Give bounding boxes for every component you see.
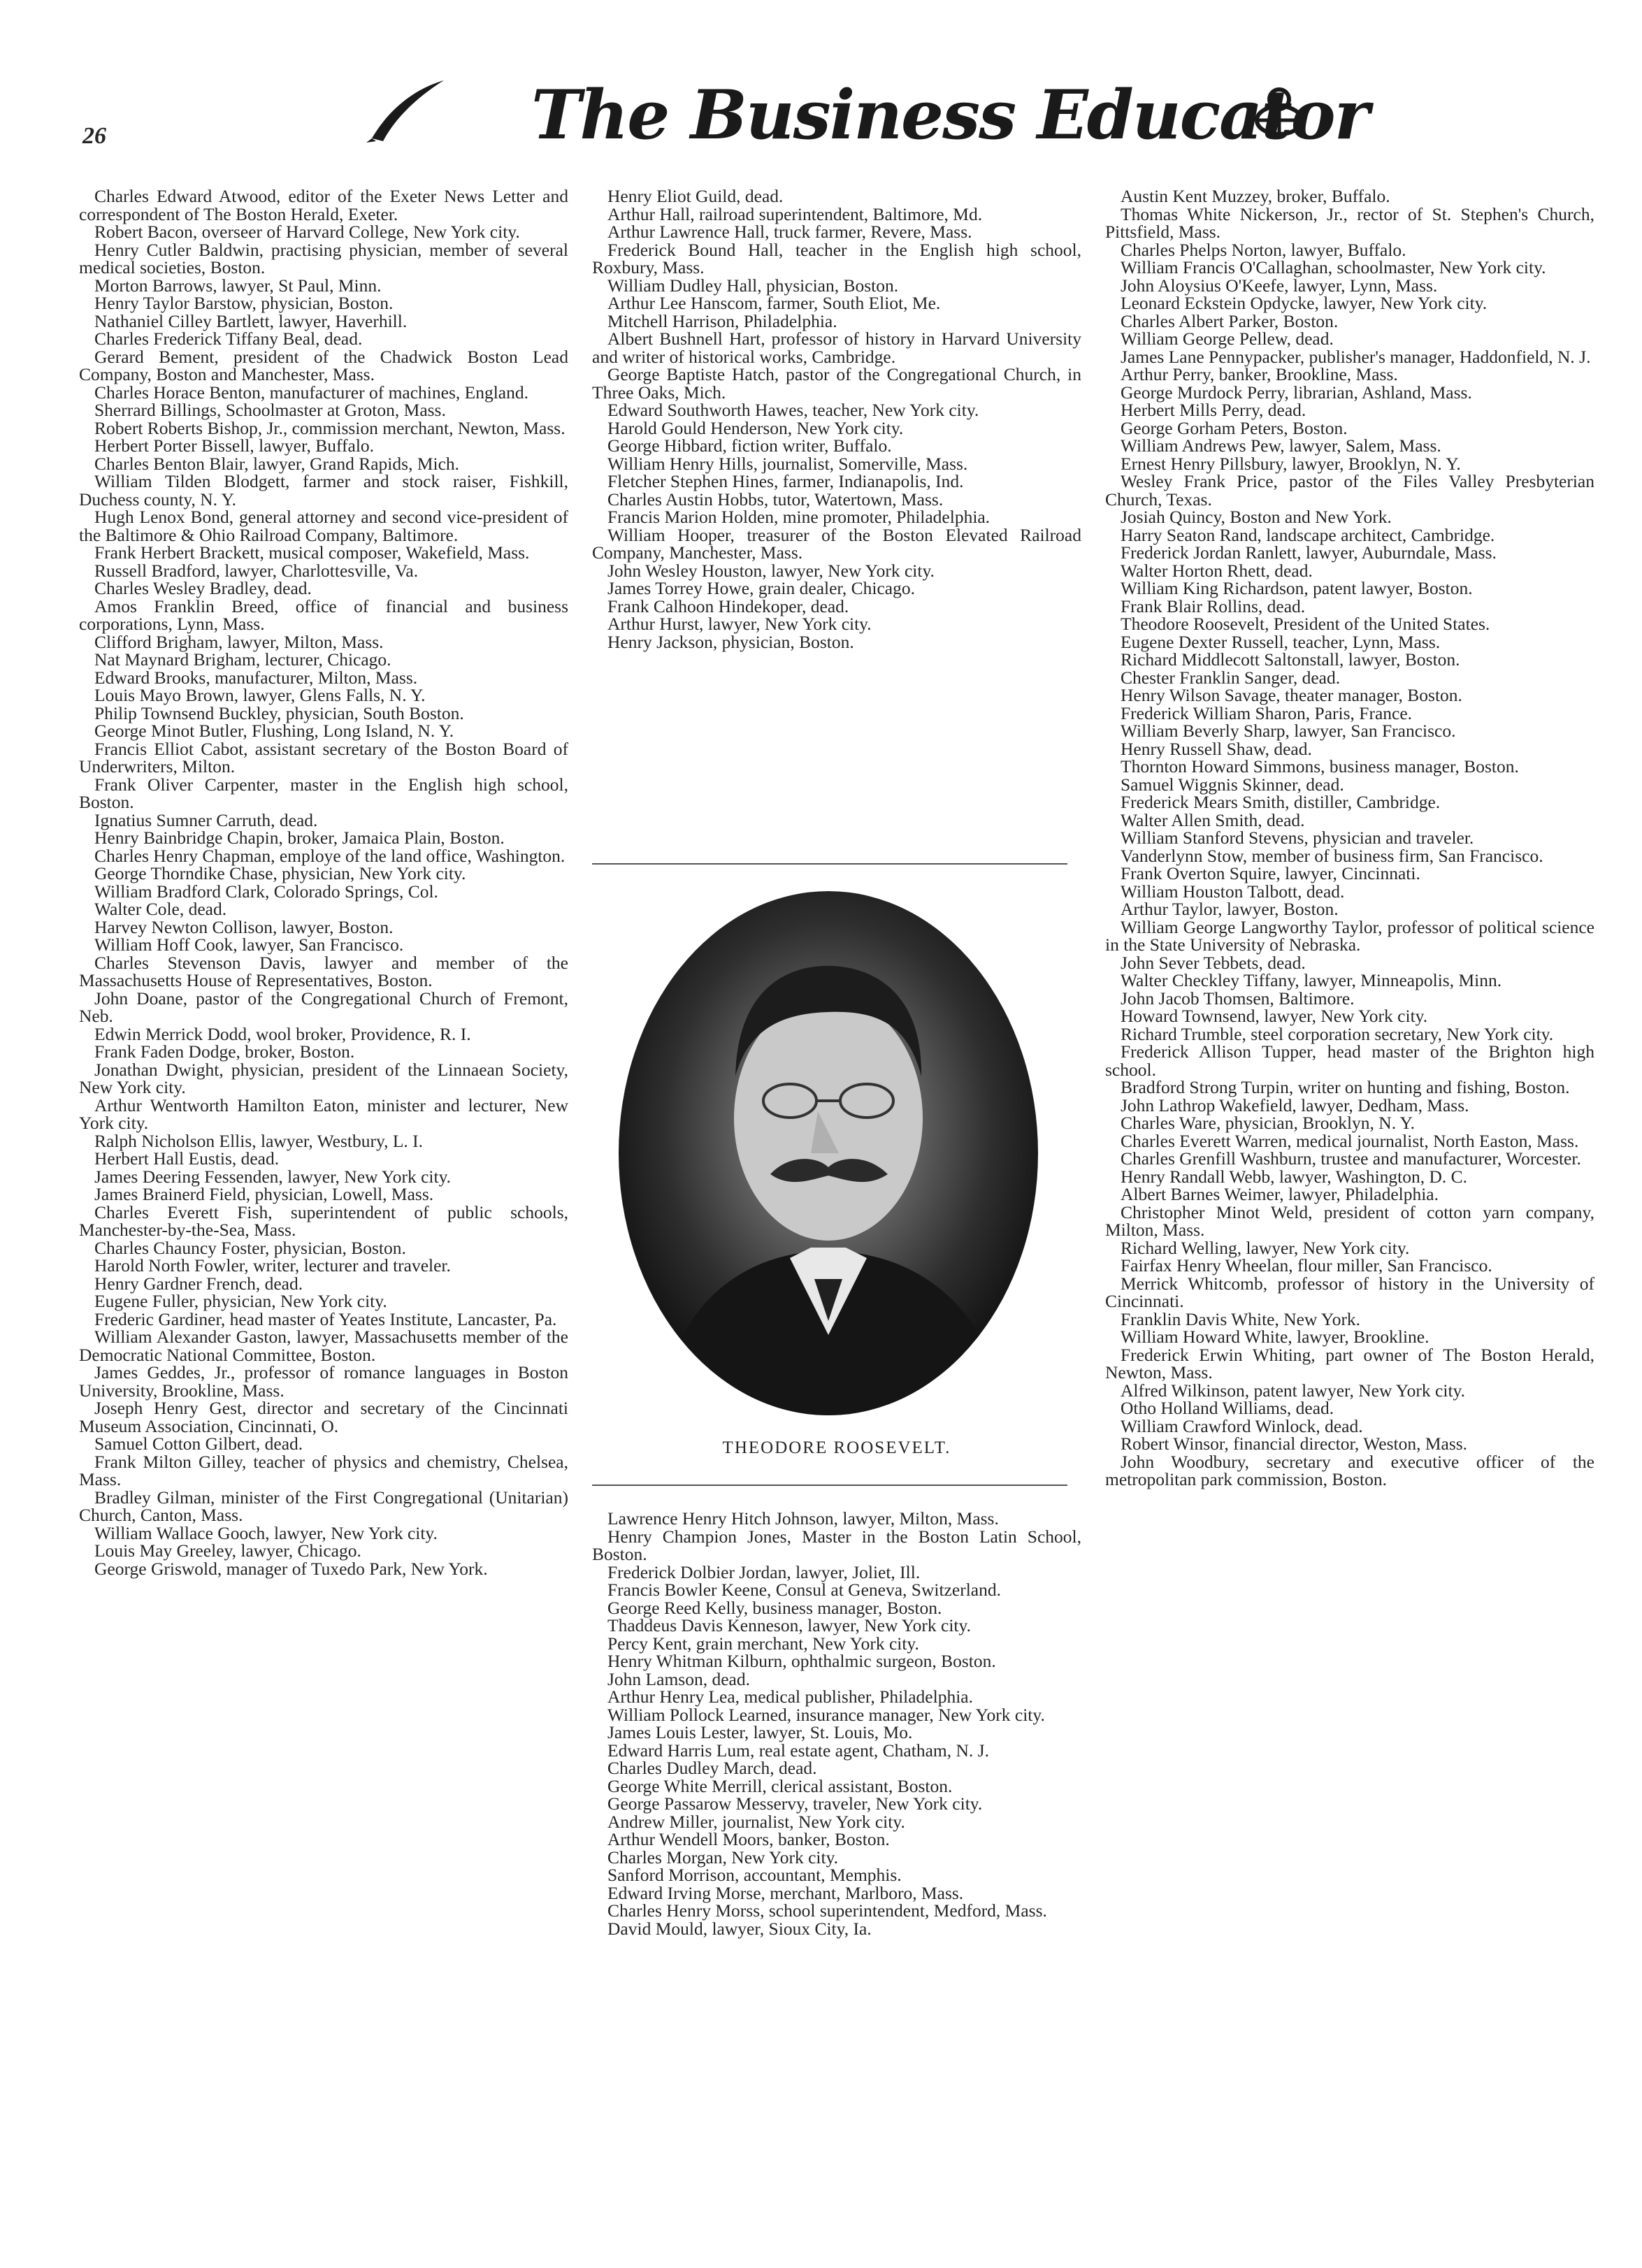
divider-rule [592, 1485, 1067, 1486]
photo-caption: THEODORE ROOSEVELT. [722, 1438, 951, 1457]
name-entry: John Aloysius O'Keefe, lawyer, Lynn, Mass. [1121, 275, 1438, 296]
masthead-title: The Business Educator [531, 75, 1369, 154]
name-entry: Chester Franklin Sanger, dead. [1121, 667, 1341, 688]
name-entry: George Hibbard, fiction writer, Buffalo. [607, 435, 892, 456]
name-entry: Louis May Greeley, lawyer, Chicago. [94, 1540, 361, 1561]
name-entry: Christopher Minot Weld, president of cotton yarn company, Milton, Mass. [1105, 1201, 1594, 1240]
name-entry: Gerard Bement, president of the Chadwick Boston Lead Company, Boston and Manchester, Mass. [79, 346, 568, 384]
name-entry: Samuel Wiggnis Skinner, dead. [1121, 774, 1344, 795]
name-entry: Robert Winsor, financial director, Weston, Mass. [1121, 1433, 1468, 1454]
name-entry: Fletcher Stephen Hines, farmer, Indianapolis, Ind. [607, 471, 964, 491]
name-entry: Albert Bushnell Hart, professor of history in Harvard University and writer of historical works, Cambridge. [592, 328, 1081, 367]
name-entry: Harvey Newton Collison, lawyer, Boston. [94, 916, 394, 937]
name-entry: Richard Welling, lawyer, New York city. [1121, 1237, 1410, 1258]
name-entry: William Dudley Hall, physician, Boston. [607, 275, 899, 296]
name-entry: Ralph Nicholson Ellis, lawyer, Westbury, L. I. [94, 1130, 424, 1151]
name-entry: George Griswold, manager of Tuxedo Park, New York. [94, 1558, 488, 1579]
name-entry: Harry Seaton Rand, landscape architect, Cambridge. [1121, 524, 1495, 545]
name-entry: Theodore Roosevelt, President of the United States. [1121, 614, 1490, 634]
name-entry: George Murdock Perry, librarian, Ashland, Mass. [1121, 382, 1472, 403]
name-entry: Harold Gould Henderson, New York city. [607, 417, 904, 438]
name-entry: Howard Townsend, lawyer, New York city. [1121, 1006, 1428, 1026]
name-entry: Charles Everett Fish, superintendent of public schools, Manchester-by-the-Sea, Mass. [79, 1201, 568, 1240]
name-entry: Arthur Henry Lea, medical publisher, Philadelphia. [607, 1686, 973, 1707]
name-entry: Louis Mayo Brown, lawyer, Glens Falls, N. Y. [94, 685, 426, 705]
name-entry: Frederick Mears Smith, distiller, Cambridge. [1121, 792, 1441, 812]
name-entry: Arthur Wentworth Hamilton Eaton, minister and lecturer, New York city. [79, 1095, 568, 1133]
name-entry: Richard Trumble, steel corporation secretary, New York city. [1121, 1023, 1554, 1044]
name-entry: George Gorham Peters, Boston. [1121, 417, 1348, 438]
name-entry: William George Pellew, dead. [1121, 328, 1334, 349]
name-entry: John Lathrop Wakefield, lawyer, Dedham, Mass. [1121, 1095, 1469, 1115]
name-entry: Frank Herbert Brackett, musical composer, Wakefield, Mass. [94, 542, 530, 563]
name-entry: William Alexander Gaston, lawyer, Massachusetts member of the Democratic National Committee, Boston. [79, 1327, 568, 1365]
name-entry: Henry Whitman Kilburn, ophthalmic surgeon, Boston. [607, 1651, 996, 1671]
name-entry: Merrick Whitcomb, professor of history in the University of Cincinnati. [1105, 1273, 1594, 1311]
name-entry: Frederick Jordan Ranlett, lawyer, Auburndale, Mass. [1121, 542, 1497, 563]
name-entry: Frank Calhoon Hindekoper, dead. [607, 595, 849, 616]
name-entry: Arthur Lawrence Hall, truck farmer, Revere, Mass. [607, 222, 972, 242]
name-entry: William Hooper, treasurer of the Boston Elevated Railroad Company, Manchester, Mass. [592, 524, 1081, 563]
name-entry: Frank Milton Gilley, teacher of physics and chemistry, Chelsea, Mass. [79, 1451, 568, 1489]
name-entry: William Bradford Clark, Colorado Springs, Col. [94, 881, 438, 902]
name-entry: Charles Henry Chapman, employe of the land office, Washington. [94, 845, 566, 866]
name-entry: Clifford Brigham, lawyer, Milton, Mass. [94, 631, 384, 652]
name-entry: Robert Roberts Bishop, Jr., commission merchant, Newton, Mass. [94, 417, 566, 438]
name-entry: John Sever Tebbets, dead. [1121, 952, 1306, 973]
name-entry: William Francis O'Callaghan, schoolmaster, New York city. [1121, 257, 1546, 277]
name-entry: William Beverly Sharp, lawyer, San Francisco. [1121, 721, 1456, 741]
name-entry: Frank Oliver Carpenter, master in the English high school, Boston. [79, 774, 568, 812]
name-entry: Henry Russell Shaw, dead. [1121, 738, 1312, 759]
name-entry: Henry Bainbridge Chapin, broker, Jamaica Plain, Boston. [94, 828, 505, 848]
name-entry: William George Langworthy Taylor, professor of political science in the State University of Nebraska. [1105, 916, 1594, 955]
name-entry: Charles Horace Benton, manufacturer of machines, England. [94, 382, 528, 403]
name-entry: Charles Benton Blair, lawyer, Grand Rapids, Mich. [94, 453, 460, 474]
name-entry: Charles Frederick Tiffany Beal, dead. [94, 328, 363, 349]
name-entry: Eugene Fuller, physician, New York city. [94, 1291, 387, 1311]
name-entry: Henry Champion Jones, Master in the Boston Latin School, Boston. [592, 1526, 1081, 1564]
name-entry: Francis Marion Holden, mine promoter, Philadelphia. [607, 507, 991, 527]
name-entry: Bradley Gilman, minister of the First Congregational (Unitarian) Church, Canton, Mass. [79, 1487, 568, 1525]
name-entry: Walter Cole, dead. [94, 899, 227, 919]
name-entry: Henry Wilson Savage, theater manager, Boston. [1121, 685, 1462, 705]
name-entry: Frank Faden Dodge, broker, Boston. [94, 1041, 355, 1062]
name-entry: Vanderlynn Stow, member of business firm, San Francisco. [1121, 845, 1543, 866]
name-entry: Edward Brooks, manufacturer, Milton, Mass. [94, 667, 418, 688]
name-entry: Austin Kent Muzzey, broker, Buffalo. [1121, 186, 1390, 206]
name-entry: John Wesley Houston, lawyer, New York city. [607, 560, 935, 581]
name-entry: Henry Jackson, physician, Boston. [607, 631, 854, 652]
name-entry: William Pollock Learned, insurance manager, New York city. [607, 1704, 1045, 1725]
name-entry: Frederick Erwin Whiting, part owner of The Boston Herald, Newton, Mass. [1105, 1344, 1594, 1382]
name-entry: Robert Bacon, overseer of Harvard College, New York city. [94, 222, 520, 242]
name-entry: Sanford Morrison, accountant, Memphis. [607, 1865, 902, 1885]
name-entry: Walter Allen Smith, dead. [1121, 809, 1305, 830]
name-entry: Morton Barrows, lawyer, St Paul, Minn. [94, 275, 382, 296]
name-entry: Hugh Lenox Bond, general attorney and second vice-president of the Baltimore & Ohio Railroad Company, Baltimore. [79, 507, 568, 545]
name-entry: Sherrard Billings, Schoolmaster at Groton, Mass. [94, 400, 446, 420]
name-entry: Ernest Henry Pillsbury, lawyer, Brooklyn, N. Y. [1121, 453, 1461, 474]
name-entry: Philip Townsend Buckley, physician, South Boston. [94, 702, 464, 723]
name-entry: William Houston Talbott, dead. [1121, 881, 1345, 902]
name-entry: Frank Overton Squire, lawyer, Cincinnati. [1121, 863, 1420, 883]
name-entry: Henry Gardner French, dead. [94, 1273, 303, 1294]
name-entry: William King Richardson, patent lawyer, Boston. [1121, 578, 1473, 598]
name-entry: William Stanford Stevens, physician and traveler. [1121, 828, 1474, 848]
name-entry: Henry Cutler Baldwin, practising physician, member of several medical societies, Boston. [79, 239, 568, 277]
name-entry: Charles Stevenson Davis, lawyer and member of the Massachusetts House of Representatives, Boston. [79, 952, 568, 990]
name-entry: Charles Dudley March, dead. [607, 1758, 817, 1778]
text-column-1 [79, 187, 568, 1577]
name-entry: Frederick Allison Tupper, head master of the Brighton high school. [1105, 1041, 1594, 1080]
name-entry: Francis Bowler Keene, Consul at Geneva, Switzerland. [607, 1580, 1001, 1600]
name-entry: Charles Grenfill Washburn, trustee and manufacturer, Worcester. [1121, 1148, 1581, 1169]
name-entry: Charles Morgan, New York city. [607, 1847, 839, 1868]
name-entry: John Woodbury, secretary and executive officer of the metropolitan park commission, Boston. [1105, 1451, 1594, 1489]
name-entry: Arthur Perry, banker, Brookline, Mass. [1121, 364, 1398, 384]
name-entry: Henry Eliot Guild, dead. [607, 186, 784, 206]
name-entry: Josiah Quincy, Boston and New York. [1121, 507, 1392, 527]
name-entry: Lawrence Henry Hitch Johnson, lawyer, Milton, Mass. [607, 1508, 999, 1529]
text-column-2-top [592, 187, 1081, 651]
name-entry: Bradford Strong Turpin, writer on hunting and fishing, Boston. [1121, 1077, 1570, 1097]
name-entry: Leonard Eckstein Opdycke, lawyer, New York city. [1121, 293, 1488, 313]
name-entry: Russell Bradford, lawyer, Charlottesville, Va. [94, 560, 419, 581]
name-entry: Fairfax Henry Wheelan, flour miller, San Francisco. [1121, 1255, 1492, 1276]
name-entry: Mitchell Harrison, Philadelphia. [607, 310, 837, 331]
page-header [0, 0, 1642, 168]
name-entry: Edward Irving Morse, merchant, Marlboro, Mass. [607, 1882, 964, 1903]
name-entry: James Brainerd Field, physician, Lowell, Mass. [94, 1184, 434, 1204]
name-entry: Thomas White Nickerson, Jr., rector of St. Stephen's Church, Pittsfield, Mass. [1105, 203, 1594, 242]
name-entry: George White Merrill, clerical assistant, Boston. [607, 1775, 953, 1796]
name-entry: William Henry Hills, journalist, Somerville, Mass. [607, 453, 968, 474]
name-entry: Amos Franklin Breed, office of financial and business corporations, Lynn, Mass. [79, 595, 568, 634]
name-entry: Richard Middlecott Saltonstall, lawyer, Boston. [1121, 649, 1460, 670]
name-entry: Frederick Bound Hall, teacher in the English high school, Roxbury, Mass. [592, 239, 1081, 277]
name-entry: Charles Henry Morss, school superintendent, Medford, Mass. [607, 1900, 1047, 1921]
name-entry: Herbert Mills Perry, dead. [1121, 400, 1306, 420]
name-entry: Walter Horton Rhett, dead. [1121, 560, 1313, 581]
name-entry: Charles Austin Hobbs, tutor, Watertown, Mass. [607, 489, 944, 510]
name-entry: Herbert Hall Eustis, dead. [94, 1148, 280, 1169]
name-entry: James Deering Fessenden, lawyer, New York city. [94, 1166, 452, 1187]
name-entry: Charles Phelps Norton, lawyer, Buffalo. [1121, 239, 1406, 260]
name-entry: Arthur Wendell Moors, banker, Boston. [607, 1829, 890, 1849]
name-entry: George Baptiste Hatch, pastor of the Congregational Church, in Three Oaks, Mich. [592, 364, 1081, 403]
name-entry: John Jacob Thomsen, Baltimore. [1121, 988, 1355, 1009]
portrait-photo [615, 888, 1042, 1419]
name-entry: Charles Wesley Bradley, dead. [94, 578, 312, 598]
name-entry: David Mould, lawyer, Sioux City, Ia. [607, 1918, 872, 1939]
name-entry: Henry Taylor Barstow, physician, Boston. [94, 293, 394, 313]
name-entry: Arthur Hall, railroad superintendent, Baltimore, Md. [607, 203, 983, 224]
divider-rule [592, 863, 1067, 865]
name-entry: Harold North Fowler, writer, lecturer and traveler. [94, 1255, 451, 1276]
quill-pen-icon [363, 77, 447, 143]
name-entry: Nathaniel Cilley Bartlett, lawyer, Haverhill. [94, 310, 408, 331]
name-entry: John Lamson, dead. [607, 1668, 750, 1689]
name-entry: William Howard White, lawyer, Brookline. [1121, 1327, 1429, 1347]
name-entry: Edward Harris Lum, real estate agent, Chatham, N. J. [607, 1740, 989, 1761]
name-entry: Alfred Wilkinson, patent lawyer, New York city. [1121, 1380, 1465, 1401]
name-entry: Eugene Dexter Russell, teacher, Lynn, Mass. [1121, 631, 1441, 652]
name-entry: George Minot Butler, Flushing, Long Island, N. Y. [94, 721, 454, 741]
name-entry: Charles Everett Warren, medical journalist, North Easton, Mass. [1121, 1130, 1579, 1151]
text-column-2-bottom [592, 1510, 1081, 1937]
name-entry: William Crawford Winlock, dead. [1121, 1415, 1363, 1436]
name-entry: Charles Chauncy Foster, physician, Boston. [94, 1237, 406, 1258]
name-entry: Herbert Porter Bissell, lawyer, Buffalo. [94, 435, 375, 456]
name-entry: Arthur Hurst, lawyer, New York city. [607, 614, 872, 634]
name-entry: Percy Kent, grain merchant, New York city. [607, 1633, 919, 1654]
name-entry: George Reed Kelly, business manager, Boston. [607, 1597, 942, 1618]
emblem-icon [1251, 84, 1307, 140]
name-entry: Francis Elliot Cabot, assistant secretary of the Boston Board of Underwriters, Milton. [79, 738, 568, 777]
name-entry: George Thorndike Chase, physician, New York city. [94, 863, 466, 883]
name-entry: Wesley Frank Price, pastor of the Files Valley Presbyterian Church, Texas. [1105, 471, 1594, 510]
name-entry: William Hoff Cook, lawyer, San Francisco. [94, 934, 404, 955]
name-entry: James Torrey Howe, grain dealer, Chicago. [607, 578, 915, 598]
name-entry: Frederick Dolbier Jordan, lawyer, Joliet, Ill. [607, 1561, 921, 1582]
name-entry: Ignatius Sumner Carruth, dead. [94, 809, 318, 830]
name-entry: Henry Randall Webb, lawyer, Washington, D. C. [1121, 1166, 1468, 1187]
name-entry: Charles Ware, physician, Brooklyn, N. Y. [1121, 1113, 1415, 1133]
name-entry: Samuel Cotton Gilbert, dead. [94, 1433, 303, 1454]
name-entry: William Tilden Blodgett, farmer and stock raiser, Fishkill, Duchess county, N. Y. [79, 471, 568, 510]
name-entry: James Geddes, Jr., professor of romance languages in Boston University, Brookline, Mass. [79, 1362, 568, 1401]
name-entry: Joseph Henry Gest, director and secretary of the Cincinnati Museum Association, Cincinnati, O. [79, 1398, 568, 1436]
name-entry: Nat Maynard Brigham, lecturer, Chicago. [94, 649, 391, 670]
name-entry: James Louis Lester, lawyer, St. Louis, Mo. [607, 1722, 913, 1742]
name-entry: Charles Edward Atwood, editor of the Exeter News Letter and correspondent of The Boston Herald, Exeter. [79, 186, 568, 224]
name-entry: Edwin Merrick Dodd, wool broker, Providence, R. I. [94, 1023, 471, 1044]
name-entry: Franklin Davis White, New York. [1121, 1308, 1361, 1329]
name-entry: Frederick William Sharon, Paris, France. [1121, 702, 1413, 723]
page-number: 26 [82, 123, 106, 149]
name-entry: Frank Blair Rollins, dead. [1121, 595, 1306, 616]
name-entry: Arthur Taylor, lawyer, Boston. [1121, 899, 1339, 919]
name-entry: Jonathan Dwight, physician, president of the Linnaean Society, New York city. [79, 1059, 568, 1097]
name-entry: Charles Albert Parker, Boston. [1121, 310, 1339, 331]
name-entry: Thornton Howard Simmons, business manager, Boston. [1121, 756, 1519, 777]
name-entry: Edward Southworth Hawes, teacher, New York city. [607, 400, 979, 420]
name-entry: John Doane, pastor of the Congregational Church of Fremont, Neb. [79, 988, 568, 1026]
name-entry: Otho Holland Williams, dead. [1121, 1398, 1334, 1418]
name-entry: George Passarow Messervy, traveler, New York city. [607, 1793, 983, 1814]
name-entry: Andrew Miller, journalist, New York city. [607, 1811, 905, 1832]
text-column-3 [1105, 187, 1594, 1489]
name-entry: William Andrews Pew, lawyer, Salem, Mass. [1121, 435, 1441, 456]
name-entry: William Wallace Gooch, lawyer, New York city. [94, 1522, 438, 1543]
name-entry: Frederic Gardiner, head master of Yeates Institute, Lancaster, Pa. [94, 1308, 557, 1329]
name-entry: Thaddeus Davis Kenneson, lawyer, New York city. [607, 1615, 971, 1635]
name-entry: Walter Checkley Tiffany, lawyer, Minneapolis, Minn. [1121, 970, 1502, 990]
name-entry: James Lane Pennypacker, publisher's manager, Haddonfield, N. J. [1121, 346, 1591, 367]
name-entry: Albert Barnes Weimer, lawyer, Philadelphia. [1121, 1184, 1439, 1204]
name-entry: Arthur Lee Hanscom, farmer, South Eliot, Me. [607, 293, 941, 313]
